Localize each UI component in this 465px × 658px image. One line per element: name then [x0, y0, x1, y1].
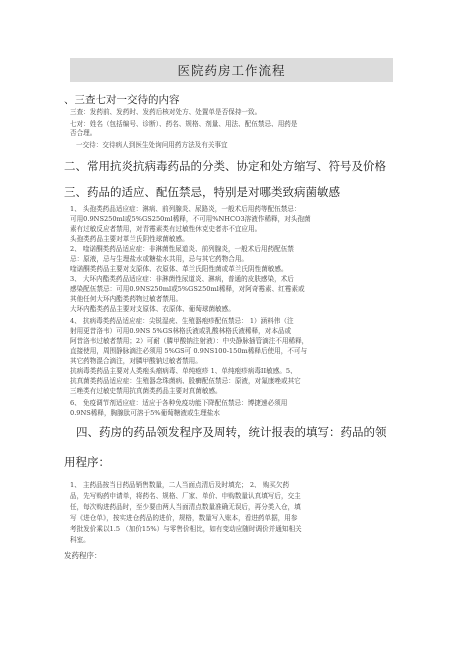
- section-3-line: 素有过敏反应者禁用，对青霉素类有过敏性休克史者亦不宜应用。: [70, 225, 262, 233]
- section-3-line: 三唑类有过敏史禁用抗真菌类药品主要对真菌敏感。: [70, 387, 222, 395]
- section-1-line: 一交待：交待病人到医生处询问用药方法及有关事宜: [76, 141, 228, 149]
- section-4-heading: 四、药房的药品领发程序及周转，统计报表的填写：药品的领: [76, 425, 387, 439]
- section-4-line: 品，先写购药申请单，将药名、规格、厂家、单价、申购数量认真填写后，交主: [70, 492, 301, 500]
- section-4-line: 考批发价乘以1.5 （加价15%）与零售价相比，如有变动应随时调价并通知相关: [70, 525, 302, 533]
- section-3-line: 3、 大环内酯类药品适应症：非淋菌性尿道炎、淋病，普通的皮肤感染，术后: [70, 275, 294, 283]
- section-3-line: 大环内酯类药品主要对支原体、衣原体、葡萄球菌敏感。: [70, 305, 235, 313]
- section-3-heading: 三、药品的适应、配伍禁忌，特别是对哪类致病菌敏感: [64, 185, 340, 199]
- section-1-line: 七对：姓名（包括编号、诊断）、药名、规格、剂量、用法、配伍禁忌、用药是: [70, 120, 298, 128]
- section-3-line: 6、 免疫调节剂适应症：适应于各种免疫功能下降配伍禁忌：博捷速必须用: [70, 399, 288, 407]
- section-1-heading: 、三查七对一交待的内容: [64, 94, 180, 106]
- section-3-line: 0.9NS稀释，胸腺肽可溶于5%葡萄糖液或生理盐水: [70, 409, 220, 417]
- section-3-line: 头孢类药品主要对革兰氏阴性球菌敏感。: [70, 235, 189, 243]
- section-4-line: 1、 主药品按当日药品销售数量，二人当面点清后及时填充； 2、 购买欠药: [70, 481, 290, 489]
- footer-label: 发药程序：: [64, 551, 102, 560]
- section-4-line: 科室。: [70, 536, 90, 544]
- section-2-heading: 二、常用抗炎抗病毒药品的分类、协定和处方缩写、符号及价格: [64, 159, 386, 173]
- section-3-line: 感染配伍禁忌：可用0.9NS250ml或5%GS250ml稀释，对阿奇霉素、红霉素或: [70, 285, 305, 293]
- section-3-line: 可用0.9NS250ml或5%GS250ml稀释，不可用%NHCO3溶液作稀释，对头孢菌: [70, 215, 311, 223]
- section-1-line: 否合理。: [70, 129, 97, 137]
- section-3-line: 4、 抗病毒类药品适应症：尖锐湿疣、生殖器疱疹配伍禁忌： 1）涵料伟（注: [70, 317, 294, 325]
- document-title: 医院药房工作流程: [70, 58, 393, 82]
- section-3-line: 射用更昔洛韦）可用0.9NS 5%GS林格氏液或乳酸林格氏液稀释，对本品或: [70, 327, 292, 335]
- section-3-line: 抗真菌类药品适应症：生殖器念珠菌病、股癣配伍禁忌：原液，对氟康唑或其它: [70, 377, 301, 385]
- section-3-line: 直接使用，周围静脉滴注必须用 5%GS可 0.9NS100-150m稀释后使用，不可与: [70, 347, 308, 355]
- section-3-line: 喹诺酮类药品主要对支原体、衣原体、革兰氏阳性菌或革兰氏阴性菌敏感。: [70, 265, 288, 273]
- section-4-heading-cont: 用程序：: [64, 455, 110, 469]
- section-3-line: 其他任何大环内酯类药物过敏者禁用。: [70, 295, 183, 303]
- section-4-line: 写《进仓单》，按实进仓药品的进价，规格，数量写入账本，看进药单据，用参: [70, 514, 298, 522]
- section-1-line: 三查：发药前、发药时、发药后核对处方、处置单是否保持一致。: [70, 108, 262, 116]
- section-3-line: 忌：原液，忌与生理盐水或糖盐水共用，忌与其它药物合用。: [70, 255, 249, 263]
- section-3-line: 抗病毒类药品主要对人类疱头瘤病毒、单纯疱疹 1、单纯疱疹病毒II敏感。5、: [70, 367, 297, 375]
- section-3-line: 1、 头孢类药品适应症：淋病、前列腺炎、尿路炎，一般术后用药等配伍禁忌：: [70, 205, 301, 213]
- section-3-line: 其它药物混合滴注，对膦甲酸钠过敏者禁用。: [70, 357, 202, 365]
- section-4-line: 任，每次购进药品时，至少要由两人当面清点数量准确无误后，再分类入仓，填: [70, 503, 301, 511]
- section-3-line: 2、 喹诺酮类药品适应症：非淋菌性尿道炎、前列腺炎，一般术后用药配伍禁: [70, 245, 294, 253]
- section-3-line: 阿昔洛韦过敏者禁用；2）可耐（膦甲酸钠注射液）：中央静脉插管滴注不用稀释，: [70, 337, 309, 345]
